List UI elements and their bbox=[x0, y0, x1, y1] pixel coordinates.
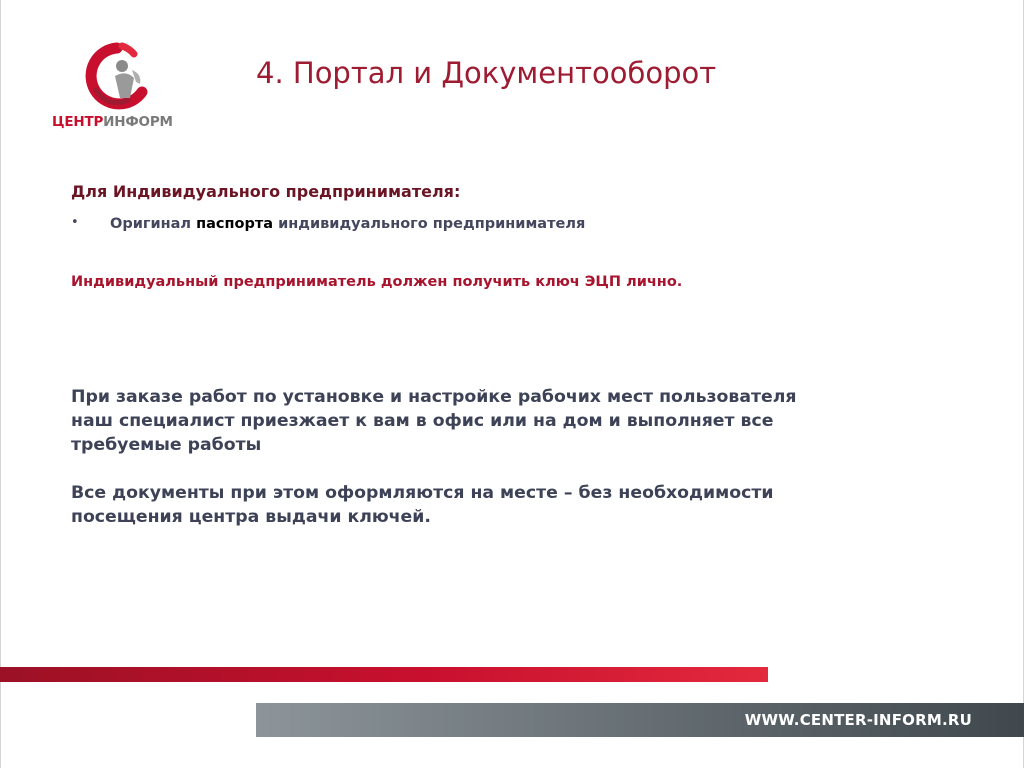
paragraph-line: требуемые работы bbox=[71, 435, 262, 455]
bullet-marker: • bbox=[71, 215, 79, 230]
footer-url: WWW.CENTER-INFORM.RU bbox=[744, 711, 972, 729]
section-heading: Для Индивидуального предпринимателя: bbox=[71, 182, 461, 201]
bullet-text bbox=[110, 216, 585, 232]
bullet-emphasis: паспорта bbox=[196, 216, 274, 232]
paragraph-line: Все документы при этом оформляются на месте – без необходимости bbox=[71, 483, 774, 503]
paragraph-line: наш специалист приезжает к вам в офис или на дом и выполняет все bbox=[71, 411, 774, 431]
warning-note: Индивидуальный предприниматель должен получить ключ ЭЦП лично. bbox=[71, 274, 683, 290]
logo-text-part1: ЦЕНТР bbox=[52, 114, 104, 130]
bullet-suffix: индивидуального предпринимателя bbox=[273, 216, 586, 232]
slide-title: 4. Портал и Документооборот bbox=[256, 56, 717, 90]
frame-border-left bbox=[0, 0, 1, 768]
bullet-prefix: Оригинал bbox=[110, 216, 197, 232]
paragraph-line: При заказе работ по установке и настройке рабочих мест пользователя bbox=[71, 387, 797, 407]
paragraph-documents bbox=[71, 481, 773, 529]
paragraph-onsite-service bbox=[71, 385, 797, 457]
centrinform-ring-logo-icon bbox=[82, 40, 152, 112]
logo-wordmark bbox=[52, 114, 182, 130]
logo-text-part2: ИНФОРМ bbox=[103, 114, 173, 130]
paragraph-line: посещения центра выдачи ключей. bbox=[71, 507, 431, 527]
logo bbox=[52, 40, 182, 140]
footer-url-bar bbox=[256, 703, 1024, 737]
footer-red-stripe bbox=[0, 667, 768, 682]
